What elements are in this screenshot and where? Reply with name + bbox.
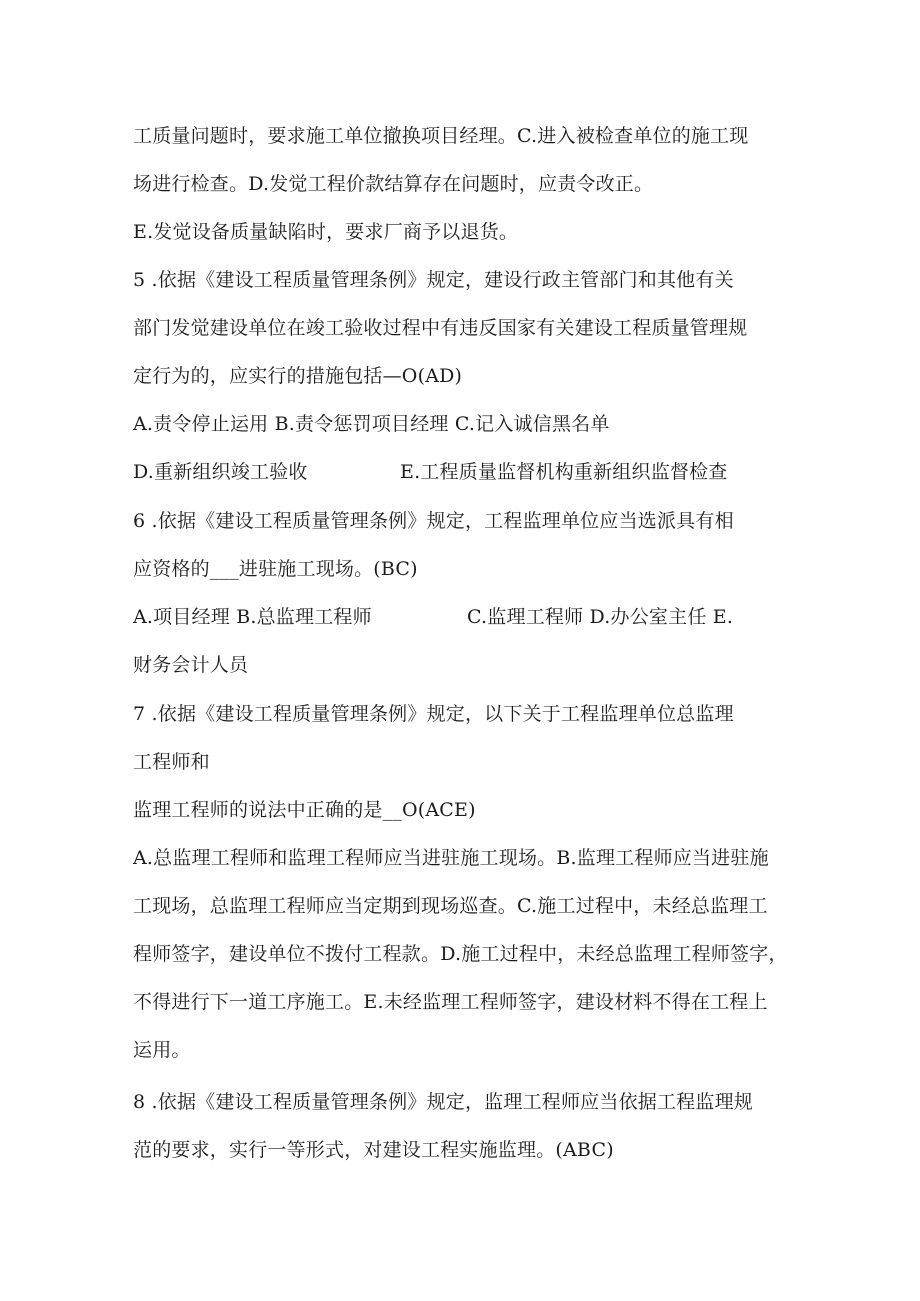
options-line: 工现场，总监理工程师应当定期到现场巡查。C.施工过程中，未经总监理工 <box>133 895 768 917</box>
options-line: A.总监理工程师和监理工程师应当进驻施工现场。B.监理工程师应当进驻施 <box>133 847 769 869</box>
options-line: 不得进行下一道工序施工。E.未经监理工程师签字，建设材料不得在工程上 <box>133 991 768 1013</box>
question-6-line: 6 .依据《建设工程质量管理条例》规定，工程监理单位应当选派具有相 <box>133 510 734 532</box>
text-line: 工质量问题时，要求施工单位撤换项目经理。C.进入被检查单位的施工现 <box>133 125 749 147</box>
question-8-line: 8 .依据《建设工程质量管理条例》规定，监理工程师应当依据工程监理规 <box>133 1091 753 1113</box>
options-line: A.责令停止运用 B.责令惩罚项目经理 C.记入诚信黑名单 <box>133 413 610 435</box>
options-line: E.工程质量监督机构重新组织监督检查 <box>400 461 728 483</box>
question-7-line: 7 .依据《建设工程质量管理条例》规定，以下关于工程监理单位总监理 <box>133 703 734 725</box>
options-line: C.监理工程师 D.办公室主任 E. <box>467 606 734 628</box>
question-5-line: 5 .依据《建设工程质量管理条例》规定，建设行政主管部门和其他有关 <box>133 269 734 291</box>
text-line: 工程师和 <box>133 751 210 773</box>
text-line: 场进行检查。D.发觉工程价款结算存在问题时，应责令改正。 <box>133 173 654 195</box>
text-line: 范的要求，实行一等形式，对建设工程实施监理。(ABC) <box>133 1139 614 1161</box>
text-line: 监理工程师的说法中正确的是__O(ACE) <box>133 799 476 821</box>
text-line: E.发觉设备质量缺陷时，要求厂商予以退货。 <box>133 221 519 243</box>
text-line: 部门发觉建设单位在竣工验收过程中有违反国家有关建设工程质量管理规 <box>133 317 748 339</box>
text-line: 运用。 <box>133 1039 191 1061</box>
text-line: 财务会计人员 <box>133 654 249 676</box>
text-line: 定行为的，应实行的措施包括—O(AD) <box>133 365 463 387</box>
options-line: A.项目经理 B.总监理工程师 <box>133 606 372 628</box>
text-line: 应资格的___进驻施工现场。(BC) <box>133 558 418 580</box>
options-line: D.重新组织竣工验收 <box>133 461 308 483</box>
options-line: 程师签字，建设单位不拨付工程款。D.施工过程中，未经总监理工程师签字， <box>133 943 788 965</box>
